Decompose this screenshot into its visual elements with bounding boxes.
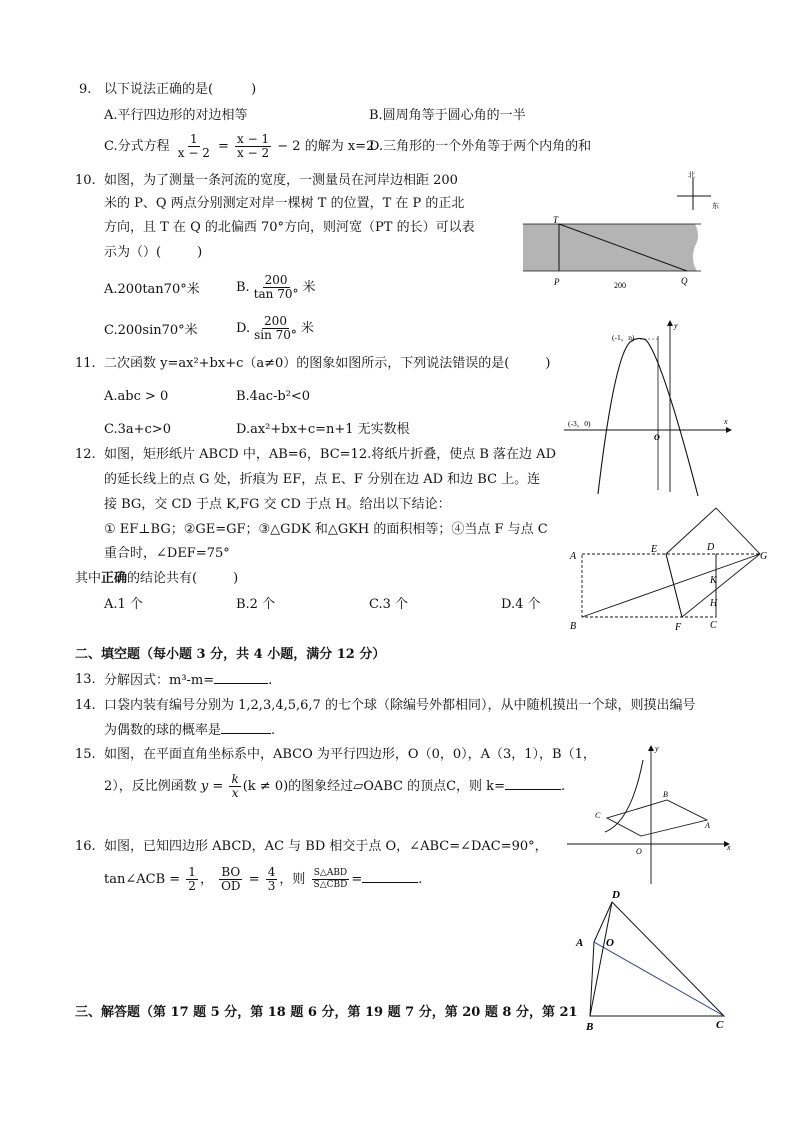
point-a-label: A [570,551,577,562]
q12-option-c: C.3 个 [369,597,409,612]
q12-line-3: 接 BG，交 CD 于点 K,FG 交 CD 于点 H。给出以下结论： [104,497,451,512]
q12-number: 12. [75,447,96,462]
point-p-label: P [554,277,560,287]
q15-fraction-k-over-x: $\frac{k}{x}$ [231,772,239,800]
q16-line-1: 如图，已知四边形 ABCD，AC 与 BD 相交于点 O，∠ABC=∠DAC=90°， [104,839,548,854]
x-axis-label: x [724,417,728,426]
q12-line-2: 的延长线上的点 G 处，折痕为 EF，点 E、F 分别在边 AD 和边 BC 上。连 [104,472,541,487]
q10-option-b: B. $\frac{200}{\tan 70^\circ}$ 米 [236,273,316,301]
diagonal-ac [594,942,724,1016]
north-label: 北 [688,171,695,179]
point-c-label: C [595,811,601,820]
q15-answer-blank[interactable] [505,777,561,790]
point-q-label: Q [681,276,688,286]
q10-line-3: 方向，且 T 在 Q 的北偏西 70°方向，则河宽（PT 的长）可以表 [104,220,475,235]
q11-option-d: D.ax²+bx+c=n+1 无实数根 [236,422,410,437]
q14-number: 14. [75,698,96,713]
q12-option-b: B.2 个 [236,597,276,612]
origin-label: O [636,847,642,856]
parabola-curve [598,338,698,496]
x-axis-label: x [727,843,731,852]
q10-option-d-fraction: $\frac{200}{\sin 70^\circ}$ [254,314,297,342]
q15-coordinate-figure [563,740,741,886]
q9-stem: 以下说法正确的是( ) [104,82,257,97]
point-c-label: C [716,1019,724,1031]
q12-line-4: ① EF⊥BG；②GE=GF；③△GDK 和△GKH 的面积相等；④当点 F 与点 C [104,522,548,537]
q11-option-a: A.abc > 0 [104,389,169,404]
vertex-label: (-1，n) [612,333,635,342]
q11-number: 11. [75,356,96,371]
point-h-label: H [710,598,718,609]
q12-line-1: 如图，矩形纸片 ABCD 中，AB=6，BC=12.将纸片折叠，使点 B 落在边 AD [104,447,556,462]
q16-fraction-4-3: $\frac{4}{3}$ [267,865,276,893]
root-label: (-3，0) [568,419,591,428]
q16-quadrilateral-figure [568,884,734,1034]
point-k-label: K [710,575,717,586]
east-label: 东 [712,202,719,210]
q11-option-c: C.3a+c>0 [104,422,171,437]
q15-line-1: 如图，在平面直角坐标系中，ABCO 为平行四边形，O（0，0），A（3，1），B（1， [104,747,596,762]
distance-label: 200 [614,281,626,290]
q10-line-4: 示为（）( ) [104,245,203,260]
quadrilateral-abcd [590,902,724,1016]
rectangle-abcd [582,554,716,617]
q14-answer-blank[interactable] [221,721,271,734]
y-axis-label: y [674,321,678,330]
q10-line-2: 米的 P、Q 两点分别测定对岸一棵树 T 的位置，T 在 P 的正北 [104,196,465,211]
q13-text: 分解因式：m³-m= . [104,673,273,688]
q10-option-b-fraction: $\frac{200}{\tan 70^\circ}$ [253,273,299,301]
q16-fraction-area-ratio: $\frac{\text{S△ABD}}{\text{S△CBD}}$ [313,868,348,890]
q10-option-c: C.200sin70°米 [104,323,198,338]
q9-option-a: A.平行四边形的对边相等 [104,108,248,123]
q12-option-a: A.1 个 [104,597,143,612]
q11-option-b: B.4ac-b²<0 [236,389,311,404]
q16-answer-blank[interactable] [362,870,418,883]
q12-line-6: 其中正确的结论共有( ) [75,571,239,586]
q14-line-2: 为偶数的球的概率是 . [104,723,276,738]
q16-fraction-bo-od: $\frac{BO}{OD}$ [221,865,241,893]
q9-option-d: D.三角形的一个外角等于两个内角的和 [369,139,592,154]
q16-number: 16. [75,839,96,854]
point-d-label: D [612,889,620,901]
y-axis-arrow [667,320,673,326]
q14-line-1: 口袋内装有编号分别为 1,2,3,4,5,6,7 的七个球（除编号外都相同），从中随机摸出一个球，则摸出编号 [104,698,696,713]
q9-option-b: B.圆周角等于圆心角的一半 [369,108,526,123]
river-band [523,224,698,271]
q12-fold-figure [566,500,778,634]
point-c-label: C [710,620,717,631]
q9-fraction-2: $\frac{x - 1}{x - 2}$ [237,132,270,160]
point-b-label: B [586,1021,594,1033]
q15-line-2: 2），反比例函数 y = $\frac{k}{x}$ (k ≠ 0)的图象经过▱OABC 的顶点C，则 k= . [104,772,566,800]
point-g-label: G [760,551,768,562]
point-b-label: B [570,621,577,632]
hyperbola-branch [605,760,643,832]
q11-parabola-figure [562,318,734,496]
point-a-label: A [705,821,710,830]
segment-bg [582,554,760,617]
q16-line-2: tan∠ACB = $\frac{1}{2}$ ， $\frac{BO}{OD}$ = $\frac{4}{3}$ ，则 $\frac{\text{S△ABD}}{\text{S△CBD}}$ = . [104,865,423,893]
q10-line-1: 如图，为了测量一条河流的宽度，一测量员在河岸边相距 200 [104,173,458,188]
point-t-label: T [553,215,559,225]
q13-answer-blank[interactable] [214,671,268,684]
section-2-heading: 二、填空题（每小题 3 分，共 4 小题，满分 12 分） [75,647,386,662]
q9-option-c: C.分式方程 $\frac{1}{x - 2}$ = $\frac{x - 1}{x - 2}$ − 2 的解为 x=2 [104,132,375,160]
y-axis-label: y [655,744,659,753]
q9-fraction-1: $\frac{1}{x - 2}$ [177,132,210,160]
q10-river-figure [515,168,725,292]
x-axis-arrow [726,427,732,433]
section-3-heading: 三、解答题（第 17 题 5 分，第 18 题 6 分，第 19 题 7 分，第 20 题 8 分，第 21 [75,1005,578,1020]
q15-number: 15. [75,747,96,762]
q13-number: 13. [75,672,96,687]
y-axis-arrow [648,745,654,751]
q10-option-d: D. $\frac{200}{\sin 70^\circ}$ 米 [236,314,314,342]
q9-number: 9. [79,82,92,97]
q16-fraction-1-2: $\frac{1}{2}$ [188,865,196,893]
point-f-label: F [675,622,682,633]
point-d-label: D [707,542,715,553]
point-a-label: A [576,937,584,949]
q12-option-d: D.4 个 [501,597,541,612]
point-b-label: B [663,790,668,799]
q11-stem: 二次函数 y=ax²+bx+c（a≠0）的图象如图所示，下列说法错误的是( ) [104,356,551,371]
origin-label: O [654,433,660,442]
point-o-label: O [606,937,614,949]
q12-line-5: 重合时，∠DEF=75° [104,546,230,561]
point-e-label: E [651,544,658,555]
q10-number: 10. [75,173,96,188]
q10-option-a: A.200tan70°米 [104,282,200,297]
